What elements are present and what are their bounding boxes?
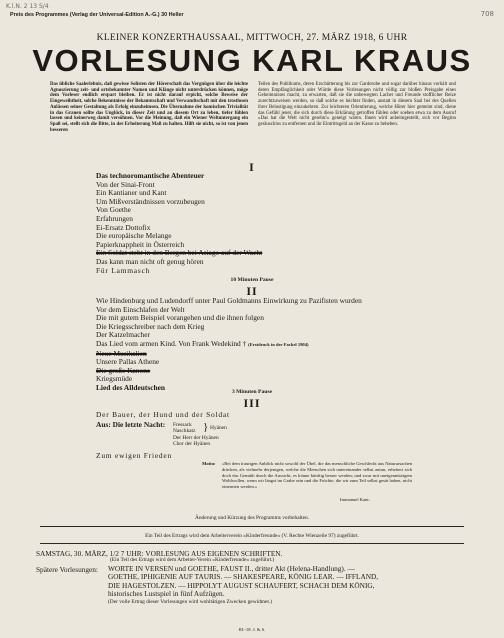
program-item: Für Lammasch xyxy=(96,265,151,275)
program-item: Von der Sinai-Front xyxy=(96,179,155,189)
part-one-numeral: I xyxy=(249,160,255,174)
program-item: Das kann man nicht oft genug hören xyxy=(96,256,204,266)
divider xyxy=(40,543,464,544)
program-item: Papierknappheit in Österreich xyxy=(96,239,185,249)
program-item: Wie Hindenburg und Ludendorff unter Paul Goldmanns Einwirkung zu Pazifisten wurden xyxy=(96,296,362,305)
program-item: Lied des Alldeutschen xyxy=(96,382,165,392)
program-item: Die Kriegsschreiber nach dem Krieg xyxy=(96,321,205,331)
program-item: Ein Kantianer und Kant xyxy=(96,188,167,198)
intro-right-column: Teilen des Publikums, deren Erschütterung bis zur Garderobe und sogar darüber hinaus vorhält und deren Empfänglichkeit oder Würde diese Vorlesungen nicht völlig zur bloßen Preisgabe eines Geheimnisses macht, zu erwarten, daß sie die unbewegten Lacher und Freunde stofflicher Reize zurechtzuweisen werden, so daß solche es leichter finden, anstatt in diesem Saal bei des Quellen ihrer Belustigung einzukehren. Zur leichteren Orientierung, welche Hörer hier gemeint sind, diene das Gefühl jener, die sich durch diese Erklärung getroffen fühlen oder soeben etwa zu dem Ausruf »Das hat die Welt nicht gesehn!« geneigt wären. Ihnen wird anheimgestellt, sich vor Beginn geräuschlos zu entfernen und ihr Eintrittsgeld an der Kasse zu beheben. xyxy=(258,82,456,127)
later-label: Spätere Vorlesungen: xyxy=(36,565,98,574)
part-two-numeral: II xyxy=(246,284,258,298)
aus-text: Aus: Die letzte Nacht: xyxy=(96,420,166,429)
divider xyxy=(40,526,464,527)
page-title: VORLESUNG KARL KRAUS xyxy=(32,43,472,78)
change-notice: Änderung und Kürzung des Programms vorbehalten. xyxy=(194,515,310,521)
later-note: (Der volle Ertrag dieser Vorlesungen wird wohltätigen Zwecken gewidmet.) xyxy=(108,598,273,605)
program-item-struck: Neue Musikalien xyxy=(96,348,147,358)
cast-member: Naschkatz xyxy=(173,428,196,435)
part-three-numeral: III xyxy=(243,396,261,410)
program-item: Von Goethe xyxy=(96,205,131,215)
price-line: Preis des Programmes (Verlag der Universal-Edition A.-G.) 30 Heller xyxy=(10,12,184,18)
pause-two: 3 Minuten Pause xyxy=(231,389,273,395)
next-event-note: (Ein Teil des Ertrags wird dem Arbeiter-Verein »Kinderfreunde« zugeführt.) xyxy=(110,557,275,563)
program-item: Zum ewigen Frieden xyxy=(96,451,172,460)
cast-member: Fressack xyxy=(173,422,192,428)
aus-label xyxy=(96,421,165,430)
part-one-list xyxy=(96,172,262,275)
proceeds-line: Ein Teil des Ertrags wird dem Arbeiterverein »Kinderfreunde« (V. Rechte Wienzeile 97) zugeführt. xyxy=(145,533,359,539)
program-item: Der Bauer, der Hund und der Soldat xyxy=(96,410,230,419)
program-item: Das Lied vom armen Kind. Von Frank Wedekind † xyxy=(96,338,247,348)
printer-code: III.-18. J. & S. xyxy=(238,627,266,632)
program-item: Erfahrungen xyxy=(96,213,133,223)
program-item: Kriegsmüde xyxy=(96,374,133,384)
program-item-struck: Ein Soldat steht in den Bergen bei Asiago auf der Wacht xyxy=(96,248,263,258)
motto-author: Immanuel Kant. xyxy=(340,497,370,502)
program-item: Der Katzelmacher xyxy=(96,330,150,340)
intro-left-column: Das übliche Saalerlebnis, daß gewisse Solisten der Hörerschaft das Vergnügen über die leichte Agnoszierung zeit- und ortsbekannter Namen und Klänge nicht unterdrücken können, möge dem Vorleser endlich erspart bleiben. Er ist nicht darauf erpicht, solche Beweise der Eingeweihtheit, solche Bekenntnisse der Bekanntschaft und Verwandtschaft mit den trostlosen Anlässen seiner Gestaltung als Erfolg einzuheimsen. Die Übernahme der komischen Trivialität in das Grauen sollte das Unglück, in dieser Zeit und an diesem Ort zu leben, tiefer fühlen lassen und keinerweg damit versöhnen. Vor die Meinung, daß ein Wiener Weltuntergang ein Spaß sei, stellt sich die Bitte, in der Erheiterung Maß zu halten. Hilft sie nicht, so ist von jenen besseren xyxy=(50,82,248,133)
later-line: GOETHE, IPHIGENIE AUF TAURIS. — SHAKESPEARE, KÖNIG LEAR. — IFFLAND, xyxy=(108,572,379,582)
later-list xyxy=(108,565,378,605)
brace-glyph: } xyxy=(203,421,209,433)
motto-text: »Bei dem traurigen Anblick nicht sowohl der Übel, die das menschliche Geschlecht aus Naturursachen drücken, als vielmehr derjenigen, welche die Menschen sich untereinander selbst antun, erheitert sich doch das Gemüth durch die Aussicht, es könne künftig besser werden; und zwar mit uneigennützigem Wohlwollen, wenn wir längst im Grabe sein und die Früchte, die wir zum Teil selbst gesät haben, nicht einernten werden.« xyxy=(222,461,412,490)
program-item: Um Mißverständnissen vorzubeugen xyxy=(96,196,205,206)
motto-label: Motto: xyxy=(202,461,216,466)
later-line: historisches Lustspiel in fünf Aufzügen. xyxy=(108,589,225,599)
program-item: Ei-Ersatz Dottofix xyxy=(96,222,151,232)
pause-one: 10 Minuten Pause xyxy=(230,277,274,283)
page-number-pencil-note: 708 xyxy=(480,10,494,18)
part-two-list xyxy=(96,297,362,393)
program-item: Die mit gutem Beispiel vorangehen und die ihnen folgen xyxy=(96,313,264,323)
program-item: Das technoromantische Abenteuer xyxy=(96,171,205,180)
wedekind-note: (Erstdruck in der Fackel 1904) xyxy=(248,341,309,347)
next-event: SAMSTAG, 30. MÄRZ, 1/2 7 UHR: VORLESUNG AUS EIGENEN SCHRIFTEN. xyxy=(36,549,283,558)
cast-member: Chor der Hyänen xyxy=(173,440,211,447)
later-line: DIE HAGESTOLZEN. — HIPPOLYT AUGUST SCHAUFERT, SCHACH DEM KÖNIG, xyxy=(108,580,375,590)
program-item: Unsere Pallas Athene xyxy=(96,357,160,367)
archive-pencil-note: K.l.N. 2 13 S/4 xyxy=(6,3,49,10)
cast-brace-label: Hyänen xyxy=(210,425,227,431)
cast-member: Der Herr der Hyänen xyxy=(173,434,219,441)
program-item-struck: Die große Kanone xyxy=(96,365,151,375)
program-item: Vor dem Einschlafen der Welt xyxy=(96,304,185,314)
later-line: WORTE IN VERSEN und GOETHE, FAUST II., dritter Akt (Helena-Handlung). — xyxy=(108,564,355,573)
program-item: Die europäische Melange xyxy=(96,231,172,241)
venue-line: KLEINER KONZERTHAUSSAAL, MITTWOCH, 27. MÄRZ 1918, 6 UHR xyxy=(96,33,408,43)
